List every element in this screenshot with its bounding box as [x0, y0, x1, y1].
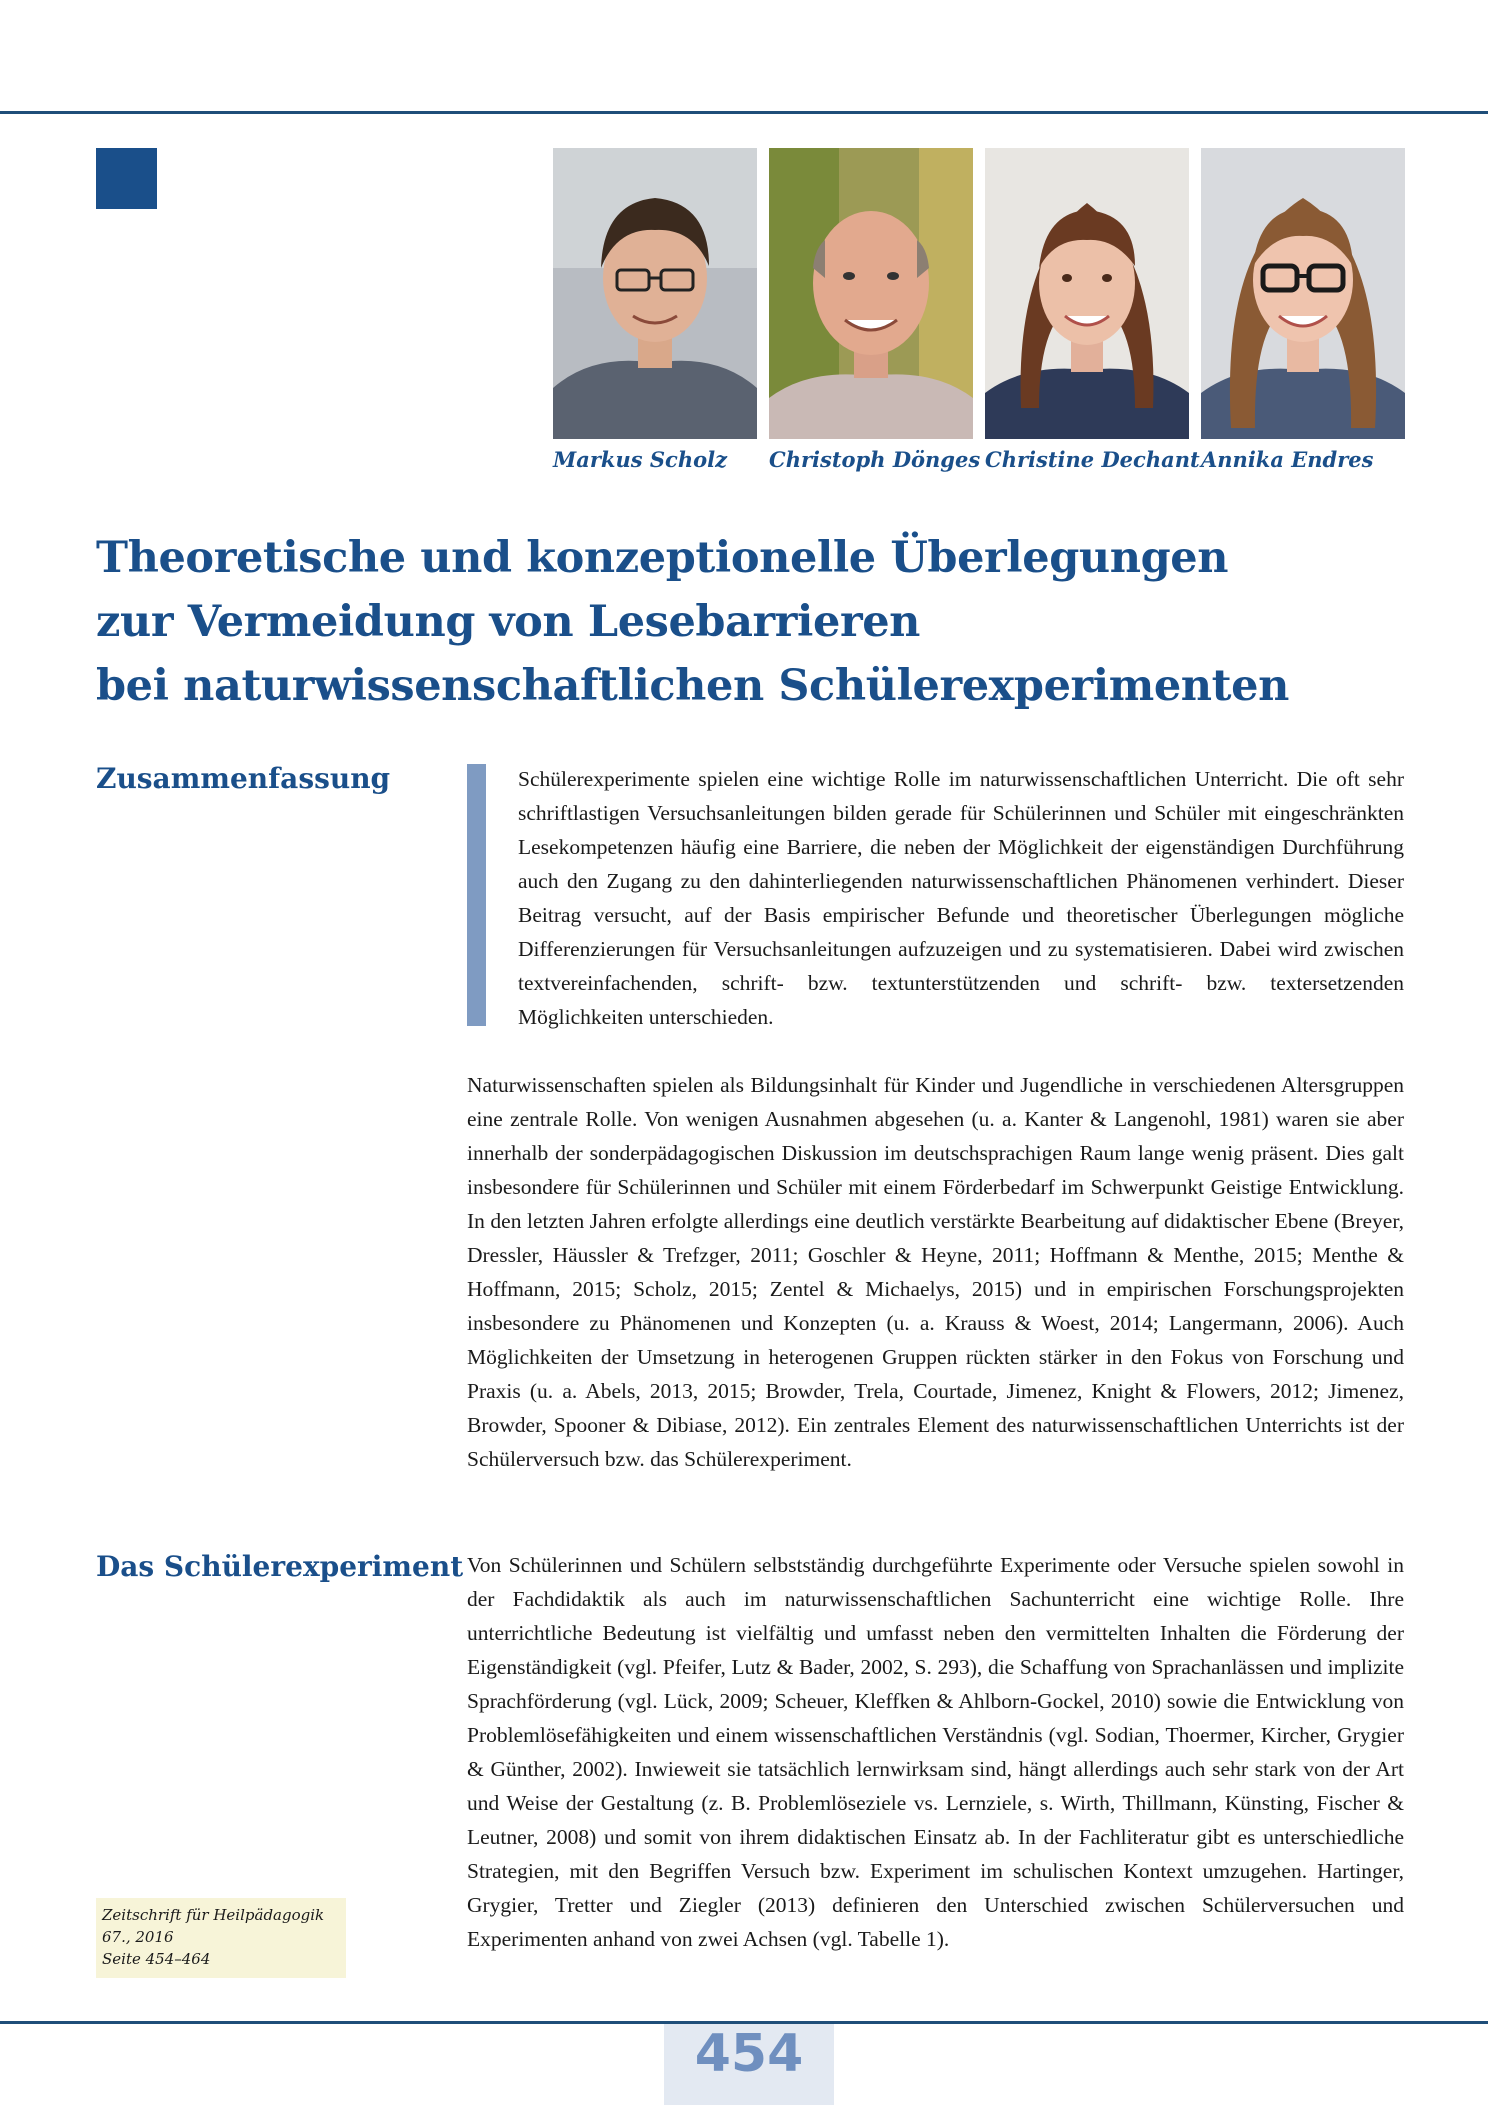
- article-title: [96, 526, 1396, 718]
- author-name-1: Markus Scholz: [553, 447, 727, 472]
- author-name-4: Annika Endres: [1201, 447, 1374, 472]
- title-line-3: bei naturwissenschaftlichen Schülerexperimenten: [96, 661, 1289, 711]
- author-card-1: [553, 148, 757, 472]
- author-card-2: [769, 148, 981, 472]
- author-photo-1: [553, 148, 757, 439]
- body-paragraph-1: Naturwissenschaften spielen als Bildungsinhalt für Kinder und Jugendliche in verschiedenen Altersgruppen eine zentrale Rolle. Von wenigen Ausnahmen abgesehen (u. a. Kanter & Langenohl, 1981) waren sie aber innerhalb der sonderpädagogischen Diskussion im deutschsprachigen Raum lange wenig präsent. Dies galt insbesondere für Schülerinnen und Schüler mit einem Förderbedarf im Schwerpunkt Geistige Entwicklung. In den letzten Jahren erfolgte allerdings eine deutlich verstärkte Bearbeitung auf didaktischer Ebene (Breyer, Dressler, Häussler & Trefzger, 2011; Goschler & Heyne, 2011; Hoffmann & Menthe, 2015; Menthe & Hoffmann, 2015; Scholz, 2015; Zentel & Michaelys, 2015) und in empirischen Forschungsprojekten insbesondere zu Phänomenen und Konzepten (u. a. Krauss & Woest, 2014; Langermann, 2006). Auch Möglichkeiten der Umsetzung in heterogenen Gruppen rückten stärker in den Fokus von Forschung und Praxis (u. a. Abels, 2013, 2015; Browder, Trela, Courtade, Jimenez, Knight & Flowers, 2012; Jimenez, Browder, Spooner & Dibiase, 2012). Ein zentrales Element des naturwissenschaftlichen Unterrichts ist der Schülerversuch bzw. das Schülerexperiment.: [467, 1073, 1404, 1471]
- journal-name: Zeitschrift für Heilpädagogik: [102, 1906, 325, 1924]
- title-line-1: Theoretische und konzeptionelle Überlegungen: [96, 533, 1229, 583]
- journal-volume: 67., 2016: [102, 1928, 174, 1946]
- author-photo-4: [1201, 148, 1405, 439]
- top-rule: [0, 111, 1488, 114]
- author-card-4: [1201, 148, 1405, 472]
- experiment-heading: Das Schülerexperiment: [96, 1550, 464, 1583]
- decorative-square: [96, 148, 157, 209]
- title-line-2: zur Vermeidung von Lesebarrieren: [96, 597, 921, 647]
- summary-heading: Zusammenfassung: [96, 762, 391, 795]
- journal-pages: Seite 454–464: [102, 1950, 211, 1968]
- abstract-bar: [467, 764, 486, 1026]
- body-paragraph-2: Von Schülerinnen und Schülern selbstständig durchgeführte Experimente oder Versuche spielen sowohl in der Fachdidaktik als auch im naturwissenschaftlichen Sachunterricht eine wichtige Rolle. Ihre unterrichtliche Bedeutung ist vielfältig und umfasst neben den vermittelten Inhalten die Förderung der Eigenständigkeit (vgl. Pfeifer, Lutz & Bader, 2002, S. 293), die Schaffung von Sprachanlässen und implizite Sprachförderung (vgl. Lück, 2009; Scheuer, Kleffken & Ahlborn-Gockel, 2010) sowie die Entwicklung von Problemlösefähigkeiten und einem wissenschaftlichen Verständnis (vgl. Sodian, Thoermer, Kircher, Grygier & Günther, 2002). Inwieweit sie tatsächlich lernwirksam sind, hängt allerdings auch sehr stark von der Art und Weise der Gestaltung (z. B. Problemlöseziele vs. Lernziele, s. Wirth, Thillmann, Künsting, Fischer & Leutner, 2008) und somit von ihrem didaktischen Einsatz ab. In der Fachliteratur gibt es unterschiedliche Strategien, mit den Begriffen Versuch bzw. Experiment im schulischen Kontext umzugehen. Hartinger, Grygier, Tretter und Ziegler (2013) definieren den Unterschied zwischen Schülerversuchen und Experimenten anhand von zwei Achsen (vgl. Tabelle 1).: [467, 1553, 1404, 1951]
- journal-info: [96, 1898, 346, 1978]
- author-photo-3: [985, 148, 1189, 439]
- page-number: 454: [664, 2024, 834, 2105]
- author-name-3: Christine Dechant: [985, 447, 1200, 472]
- author-photo-2: [769, 148, 973, 439]
- author-name-2: Christoph Dönges: [769, 447, 981, 472]
- author-card-3: [985, 148, 1200, 472]
- abstract-text: Schülerexperimente spielen eine wichtige Rolle im naturwissenschaftlichen Unterricht. Die oft sehr schriftlastigen Versuchsanleitungen bilden gerade für Schülerinnen und Schüler mit eingeschränkten Lesekompetenzen häufig eine Barriere, die neben der Möglichkeit der eigenständigen Durchführung auch den Zugang zu den dahinterliegenden naturwissenschaftlichen Phänomenen verhindert. Dieser Beitrag versucht, auf der Basis empirischer Befunde und theoretischer Überlegungen mögliche Differenzierungen für Versuchsanleitungen aufzuzeigen und zu systematisieren. Dabei wird zwischen textvereinfachenden, schrift- bzw. textunterstützenden und schrift- bzw. textersetzenden Möglichkeiten unterschieden.: [518, 767, 1404, 1029]
